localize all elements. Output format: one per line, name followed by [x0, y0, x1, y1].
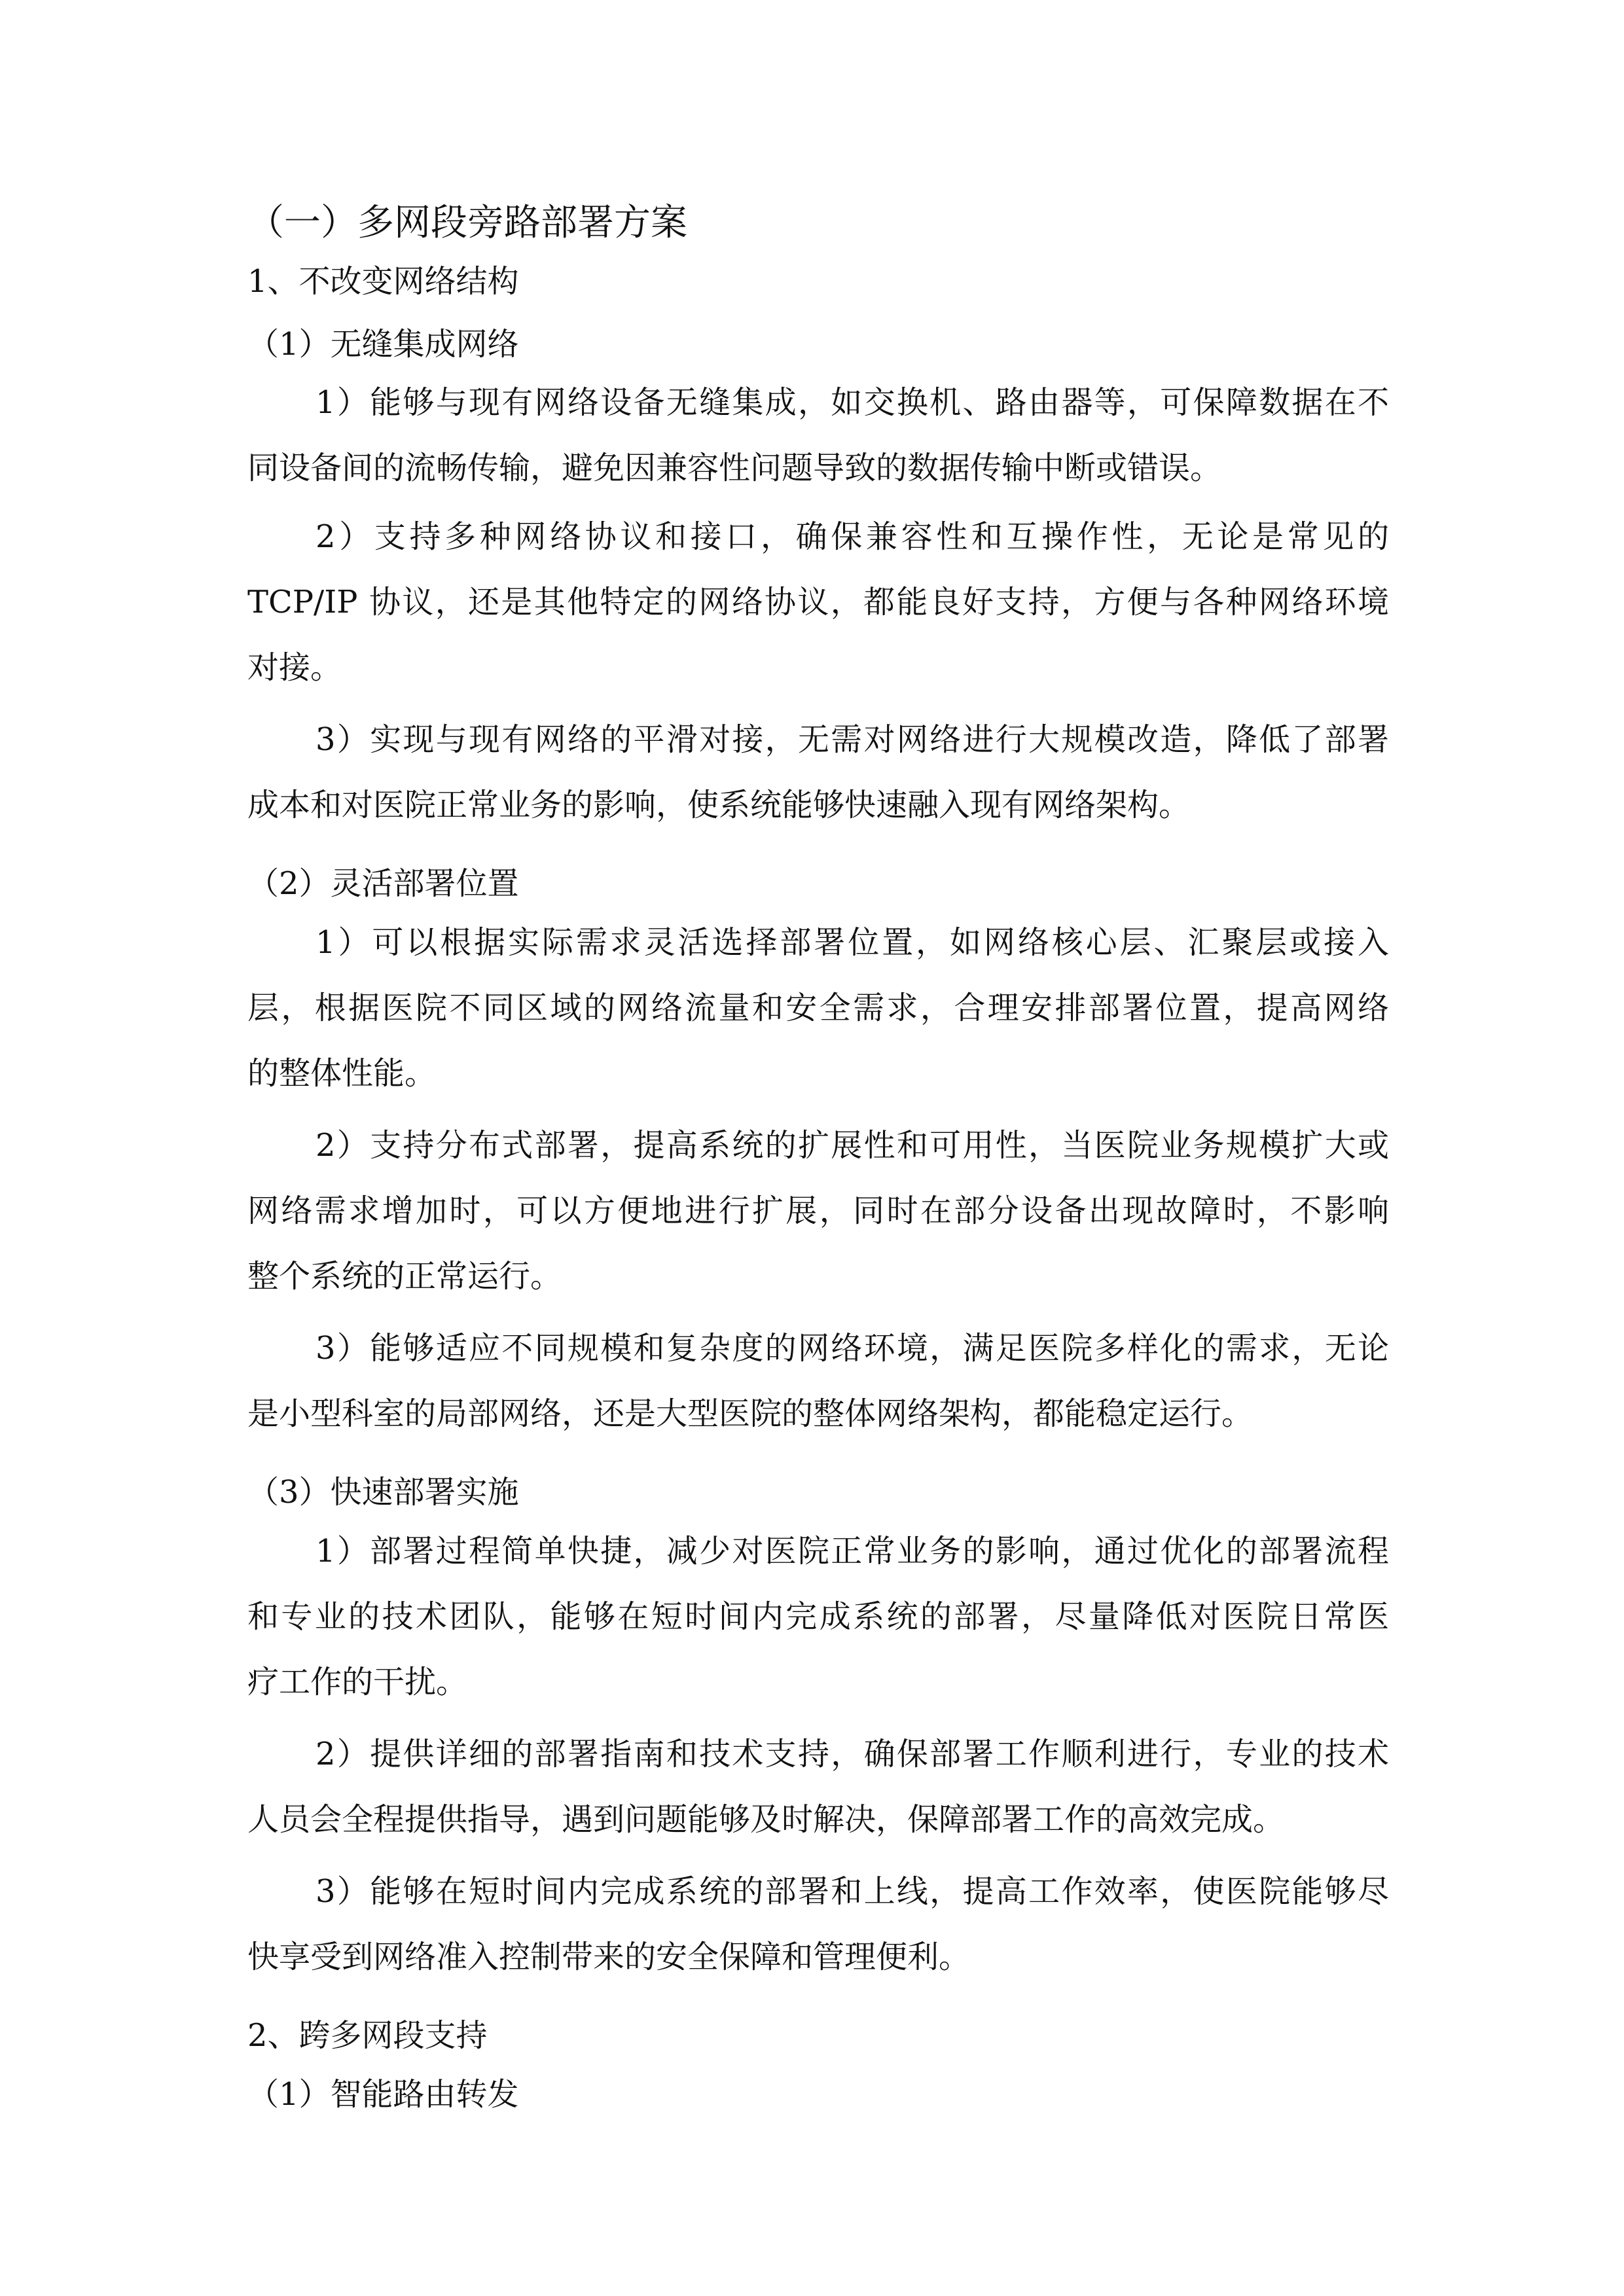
paragraph-2-line-2: TCP/IP 协议，还是其他特定的网络协议，都能良好支持，方便与各种网络环境 — [247, 584, 1389, 620]
heading-2: 2、跨多网段支持 — [247, 2017, 488, 2054]
paragraph-5-line-1: 2）支持分布式部署，提高系统的扩展性和可用性，当医院业务规模扩大或 — [316, 1127, 1389, 1164]
paragraph-7-line-2: 和专业的技术团队，能够在短时间内完成系统的部署，尽量降低对医院日常医 — [247, 1598, 1389, 1635]
subheading-4: （1）智能路由转发 — [247, 2076, 519, 2113]
paragraph-2-line-1: 2）支持多种网络协议和接口，确保兼容性和互操作性，无论是常见的 — [316, 518, 1389, 555]
paragraph-8-line-2: 人员会全程提供指导，遇到问题能够及时解决，保障部署工作的高效完成。 — [247, 1801, 1285, 1838]
paragraph-4-line-2: 层，根据医院不同区域的网络流量和安全需求，合理安排部署位置，提高网络 — [247, 990, 1389, 1026]
paragraph-3-line-2: 成本和对医院正常业务的影响，使系统能够快速融入现有网络架构。 — [247, 787, 1191, 823]
paragraph-4-line-1: 1）可以根据实际需求灵活选择部署位置，如网络核心层、汇聚层或接入 — [316, 924, 1389, 961]
subheading-3: （3）快速部署实施 — [247, 1474, 519, 1511]
paragraph-9-line-1: 3）能够在短时间内完成系统的部署和上线，提高工作效率，使医院能够尽 — [316, 1873, 1389, 1910]
paragraph-5-line-2: 网络需求增加时，可以方便地进行扩展，同时在部分设备出现故障时，不影响 — [247, 1193, 1389, 1229]
section-title: （一）多网段旁路部署方案 — [247, 202, 687, 244]
paragraph-5-line-3: 整个系统的正常运行。 — [247, 1258, 562, 1295]
paragraph-8-line-1: 2）提供详细的部署指南和技术支持，确保部署工作顺利进行，专业的技术 — [316, 1736, 1389, 1772]
paragraph-4-line-3: 的整体性能。 — [247, 1055, 437, 1092]
paragraph-3-line-1: 3）实现与现有网络的平滑对接，无需对网络进行大规模改造，降低了部署 — [316, 721, 1389, 758]
subheading-2: （2）灵活部署位置 — [247, 865, 519, 902]
paragraph-7-line-1: 1）部署过程简单快捷，减少对医院正常业务的影响，通过优化的部署流程 — [316, 1533, 1389, 1570]
subheading-1: （1）无缝集成网络 — [247, 326, 519, 363]
paragraph-1-line-2: 同设备间的流畅传输，避免因兼容性问题导致的数据传输中断或错误。 — [247, 450, 1222, 486]
paragraph-1-line-1: 1）能够与现有网络设备无缝集成，如交换机、路由器等，可保障数据在不 — [316, 384, 1389, 421]
heading-1: 1、不改变网络结构 — [247, 263, 519, 300]
paragraph-6-line-2: 是小型科室的局部网络，还是大型医院的整体网络架构，都能稳定运行。 — [247, 1395, 1254, 1432]
paragraph-7-line-3: 疗工作的干扰。 — [247, 1664, 468, 1700]
paragraph-2-line-3: 对接。 — [247, 649, 342, 686]
paragraph-9-line-2: 快享受到网络准入控制带来的安全保障和管理便利。 — [247, 1939, 971, 1975]
paragraph-6-line-1: 3）能够适应不同规模和复杂度的网络环境，满足医院多样化的需求，无论 — [316, 1330, 1389, 1367]
